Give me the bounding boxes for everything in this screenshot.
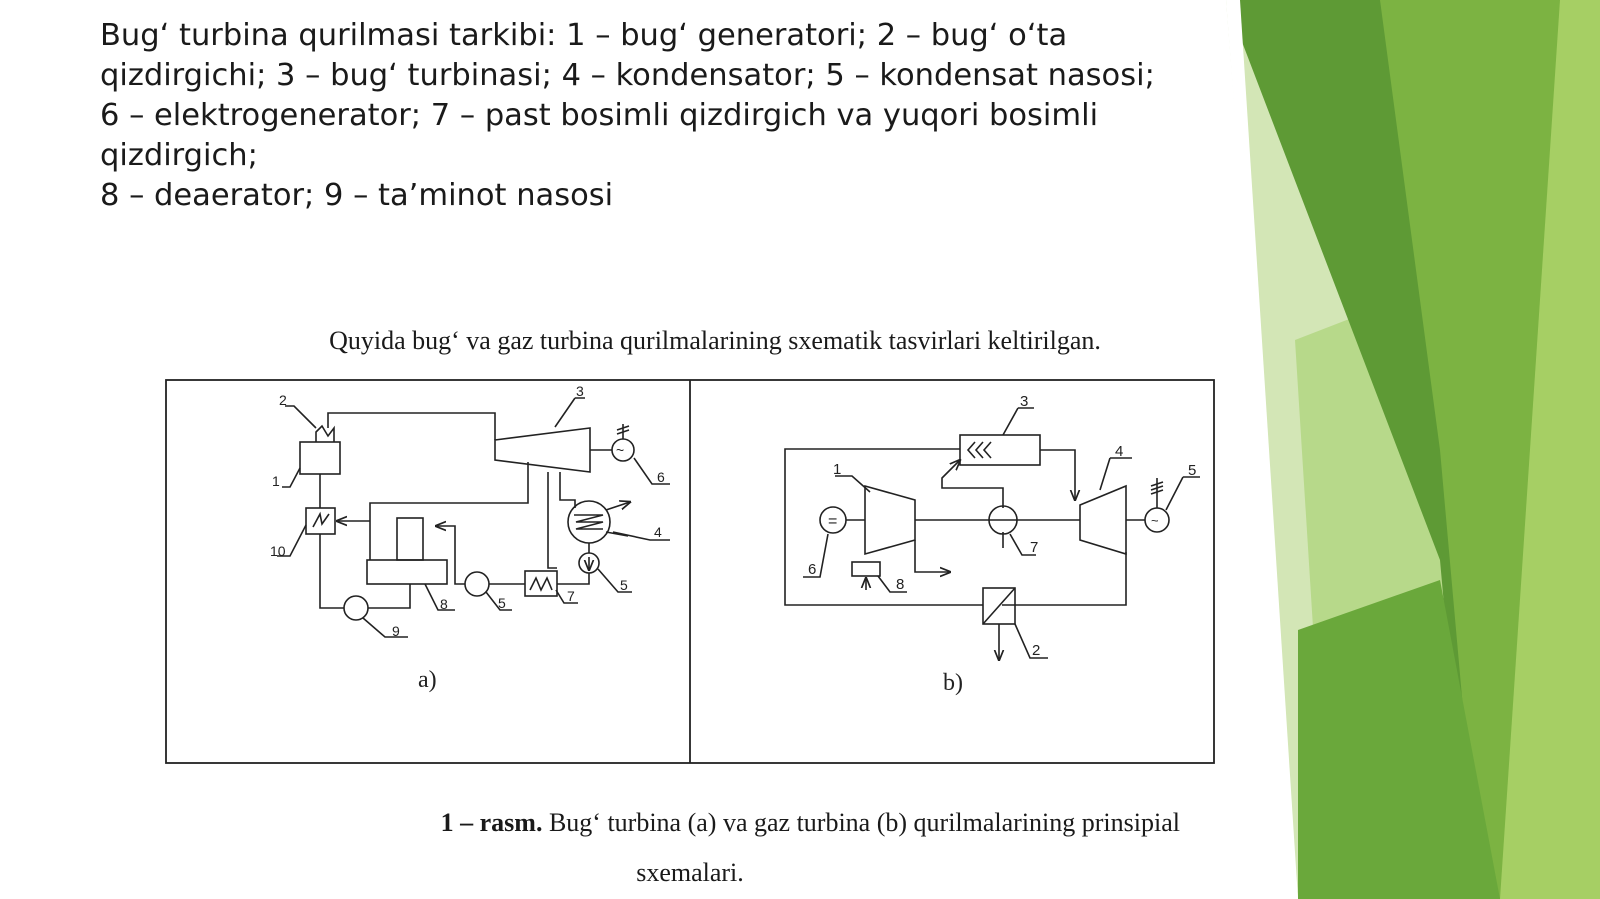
callout-1: 1 [272,473,280,489]
exhaust-line [560,472,575,508]
feed-pump-5 [465,572,489,596]
callout-5-right: 5 [620,577,628,593]
legend-line: 8 – deaerator; 9 – ta’minot nasosi [100,178,614,213]
feed-line [320,534,344,608]
callout-8: 8 [440,596,448,612]
lp-heater [525,571,557,596]
callout-b5: 5 [1188,462,1197,479]
callout-4: 4 [654,524,662,540]
leader-3 [555,398,585,427]
leader-9 [363,618,408,637]
feed-pump [344,596,368,620]
panel-b-callouts [808,393,1196,696]
callout-b6: 6 [808,561,817,578]
caption-text: Bug‘ turbina (a) va gaz turbina (b) qurilmalarining prinsipial [542,808,1180,837]
combustion-chamber [960,435,1040,465]
panel-b-gas-turbine [785,408,1200,660]
callout-b3: 3 [1020,393,1029,410]
gas-generator-tilde: ~ [1151,513,1159,528]
callout-7: 7 [567,588,575,604]
callout-6: 6 [657,469,665,485]
panel-a-steam-turbine [277,398,670,637]
callout-10: 10 [270,543,286,559]
extraction-line [370,462,528,560]
generator-output [617,424,629,439]
steam-turbine [495,428,590,472]
steam-generator [300,442,340,474]
figure-intro: Quyida bug‘ va gaz turbina qurilmalarining sxematik tasvirlari keltirilgan. [329,326,1101,355]
exhaust-loop-right [1002,552,1126,605]
cooling-out [606,502,630,510]
panel-a-label: a) [418,667,437,693]
deaerator-column [397,518,423,560]
panel-a-callouts [270,383,665,693]
panel-b-label: b) [943,670,963,696]
figure-caption-line2: sxemalari. [636,858,744,887]
callout-b1: 1 [833,461,842,478]
regenerator-diagonal [983,588,1015,624]
leader-b3 [1003,408,1034,435]
condensate-line [557,573,589,584]
deaerator-outlet [368,584,410,608]
gas-turbine [1080,486,1126,554]
superheater [316,426,334,442]
callout-5-left: 5 [498,595,506,611]
legend-line: 6 – elektrogenerator; 7 – past bosimli qizdirgich va yuqori bosimli [100,98,1099,133]
legend-line: qizdirgich; [100,138,258,173]
legend-line: Bug‘ turbina qurilmasi tarkibi: 1 – bug‘ generatori; 2 – bug‘ o‘ta [100,18,1068,53]
leader-1 [282,468,300,487]
pump5-to-deaerator [436,526,465,584]
motor-symbol: = [828,513,838,530]
combustion-chamber-marks [968,442,991,458]
leader-b4 [1100,458,1132,490]
lp-heater-coil [530,578,552,590]
hp-heater-coil [313,514,329,527]
callout-b8: 8 [896,576,905,593]
callout-9: 9 [392,623,400,639]
callout-3: 3 [576,383,584,399]
callout-b4: 4 [1115,443,1124,460]
fuel-unit [852,562,880,576]
deaerator-tank [367,560,447,584]
generator-tilde: ~ [616,442,625,458]
hp-heater [306,508,335,534]
caption-number: 1 – rasm. [440,808,543,837]
fuel-line [915,540,950,572]
callout-2: 2 [279,392,287,408]
compressor [865,486,915,554]
gas-generator-output [1151,478,1163,508]
condenser-coil [574,515,603,529]
exhaust-loop [785,449,983,605]
callout-b2: 2 [1032,642,1041,659]
legend-line: qizdirgichi; 3 – bug‘ turbinasi; 4 – kondensator; 5 – kondensat nasosi; [100,58,1155,93]
live-steam-line [328,413,495,440]
callout-b7: 7 [1030,539,1039,556]
air-to-chamber [942,460,1003,548]
chamber-to-turbine [1040,450,1075,500]
extraction-line-2 [548,472,557,568]
leader-b5 [1166,477,1200,510]
figure-caption [250,808,1180,838]
leader-2 [285,406,316,428]
